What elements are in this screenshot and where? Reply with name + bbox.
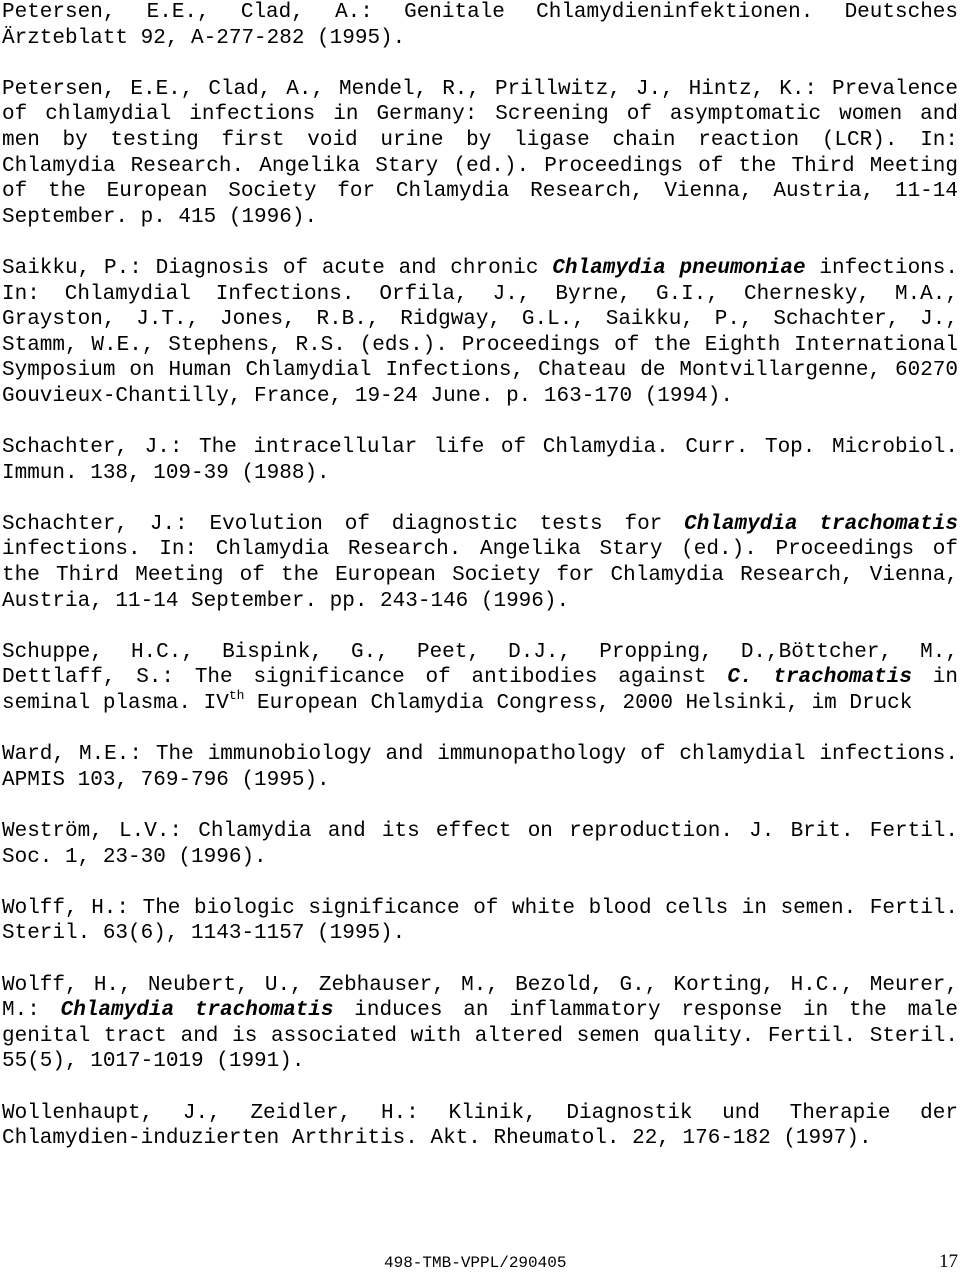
reference-text: Wolff, H.: The biologic significance of white blood cells in semen. Fertil. Steril. 63(6), 1143-1157 (1995). [2,896,958,946]
reference-text: Schachter, J.: Evolution of diagnostic tests for [2,512,685,536]
reference-entry [2,1101,958,1152]
reference-entry [2,819,958,870]
species-name: Chlamydia trachomatis [684,512,958,536]
reference-text: Schuppe, H.C., Bispink, G., Peet, D.J., Propping, D.,Böttcher, M., Dettlaff, S.: The significance of antibodies against [2,640,958,690]
species-name: C. trachomatis [727,666,912,690]
document-code: 498-TMB-VPPL/290405 [384,1254,567,1272]
reference-text: Ward, M.E.: The immunobiology and immunopathology of chlamydial infections. APMIS 103, 769-796 (1995). [2,743,958,792]
reference-entry [2,640,958,717]
reference-text: Petersen, E.E., Clad, A.: Genitale Chlamydieninfektionen. Deutsches Ärzteblatt 92, A-277-282 (1995). [2,1,958,50]
reference-text: Saikku, P.: Diagnosis of acute and chronic [2,256,553,280]
reference-text: Weström, L.V.: Chlamydia and its effect on reproduction. J. Brit. Fertil. Soc. 1, 23-30 (1996). [2,820,958,869]
reference-entry [2,435,958,486]
ordinal-suffix: th [228,688,245,704]
reference-text: Wolff, H., Neubert, U., Zebhauser, M., Bezold, G., Korting, H.C., Meurer, M.: [2,973,958,1023]
reference-text: Wollenhaupt, J., Zeidler, H.: Klinik, Diagnostik und Therapie der Chlamydien-induzierten Arthritis. Akt. Rheumatol. 22, 176-182 (1997). [2,1101,958,1151]
reference-text: infections. In: Chlamydial Infections. Orfila, J., Byrne, G.I., Chernesky, M.A., Grayston, J.T., Jones, R.B., Ridgway, G.L., Saikku, P., Schachter, J., Stamm, W.E., Stephens, R.S. (eds.). Proceedings of the Eighth International Symposium on Human Chlamydial Infections, Chateau de Montvillargenne, 60270 Gouvieux-Chantilly, France, 19-24 June. p. 163-170 (1994). [2,256,958,408]
species-name: Chlamydia pneumoniae [552,256,806,280]
reference-text: in seminal plasma. IV [2,666,958,716]
reference-entry [2,256,958,410]
reference-text: induces an inflammatory response in the male genital tract and is associated with altered semen quality. Fertil. Steril. 55(5), 1017-1019 (1991). [2,999,958,1074]
reference-text: Schachter, J.: The intracellular life of Chlamydia. Curr. Top. Microbiol. Immun. 138, 109-39 (1988). [2,436,958,485]
species-name: Chlamydia trachomatis [60,999,334,1023]
reference-entry [2,973,958,1075]
reference-entry [2,0,958,51]
reference-entry [2,77,958,231]
reference-text: Petersen, E.E., Clad, A., Mendel, R., Prillwitz, J., Hintz, K.: Prevalence of chlamydial infections in Germany: Screening of asymptomatic women and men by testing first void urine by ligase chain reaction (LCR). In: Chlamydia Research. Angelika Stary (ed.). Proceedings of the Third Meeting of the European Society for Chlamydia Research, Vienna, Austria, 11-14 September. p. 415 (1996). [2,77,958,229]
reference-entry [2,512,958,614]
reference-list [2,0,958,1177]
reference-text: infections. In: Chlamydia Research. Angelika Stary (ed.). Proceedings of the Third Meeting of the European Society for Chlamydia Research, Vienna, Austria, 11-14 September. pp. 243-146 (1996). [2,538,958,613]
reference-text: European Chlamydia Congress, 2000 Helsinki, im Druck [244,692,913,716]
page-number: 17 [939,1251,958,1272]
reference-entry [2,742,958,793]
reference-entry [2,896,958,947]
